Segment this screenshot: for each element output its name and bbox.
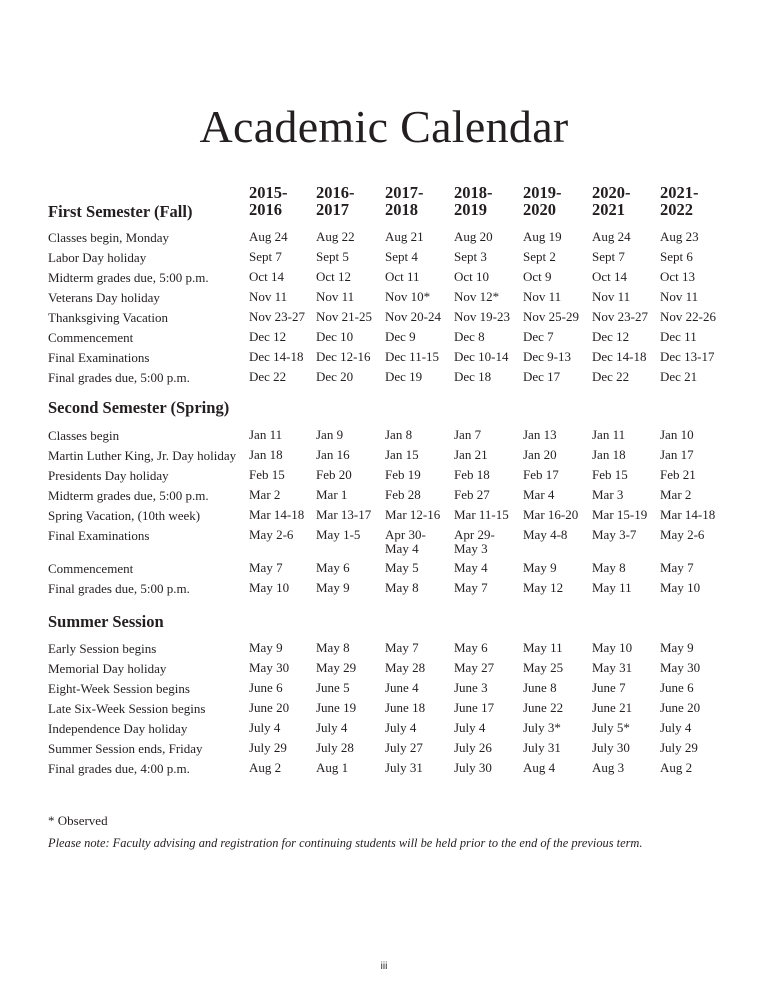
date-cell: May 12 (523, 580, 564, 595)
row-label: Presidents Day holiday (48, 468, 169, 483)
date-cell: May 4 (454, 560, 488, 575)
date-cell: Mar 2 (249, 487, 281, 502)
year-header: 2021- 2022 (660, 183, 699, 219)
date-cell: Jan 21 (454, 447, 488, 462)
date-cell: Aug 1 (316, 760, 349, 775)
date-cell: May 7 (385, 640, 419, 655)
row-label: Spring Vacation, (10th week) (48, 508, 201, 523)
date-cell: May 2-6 (660, 527, 705, 542)
date-cell: Sept 6 (660, 249, 693, 264)
date-cell: Feb 19 (385, 467, 421, 482)
date-cell: May 10 (249, 580, 290, 595)
row-label: Eight-Week Session begins (48, 681, 190, 696)
row-label: Veterans Day holiday (48, 290, 160, 305)
date-cell: June 4 (385, 680, 419, 695)
date-cell: Aug 19 (523, 229, 562, 244)
date-cell: Feb 15 (249, 467, 285, 482)
date-cell: Mar 2 (660, 487, 692, 502)
date-cell: Mar 15-19 (592, 507, 648, 522)
date-cell: Dec 11-15 (385, 349, 440, 364)
date-cell: July 5* (592, 720, 630, 735)
date-cell: May 9 (523, 560, 557, 575)
date-cell: Aug 23 (660, 229, 699, 244)
date-cell: July 4 (454, 720, 486, 735)
date-cell: May 9 (316, 580, 350, 595)
date-cell: July 31 (523, 740, 561, 755)
date-cell: Oct 9 (523, 269, 552, 284)
registration-note: Please note: Faculty advising and registration for continuing students will be held prior to the end of the previous term. (48, 836, 643, 850)
date-cell: Dec 17 (523, 369, 561, 384)
date-cell: Jan 15 (385, 447, 419, 462)
date-cell: Oct 14 (592, 269, 628, 284)
row-label: Midterm grades due, 5:00 p.m. (48, 270, 209, 285)
date-cell: July 28 (316, 740, 354, 755)
date-cell: May 7 (249, 560, 283, 575)
date-cell: Mar 13-17 (316, 507, 372, 522)
date-cell: May 8 (385, 580, 419, 595)
date-cell: Nov 10* (385, 289, 431, 304)
date-cell: Nov 11 (523, 289, 562, 304)
date-cell: July 31 (385, 760, 423, 775)
date-cell: Dec 11 (660, 329, 697, 344)
row-label: Final grades due, 5:00 p.m. (48, 581, 190, 596)
date-cell: Dec 20 (316, 369, 354, 384)
date-cell: Dec 14-18 (592, 349, 647, 364)
year-header: 2016- 2017 (316, 183, 355, 219)
year-header: 2017- 2018 (385, 183, 424, 219)
date-cell: Feb 28 (385, 487, 421, 502)
date-cell: May 9 (249, 640, 283, 655)
footnote: * Observed (48, 813, 108, 828)
date-cell: May 2-6 (249, 527, 294, 542)
row-label: Midterm grades due, 5:00 p.m. (48, 488, 209, 503)
date-cell: May 6 (454, 640, 488, 655)
date-cell: Jan 20 (523, 447, 557, 462)
date-cell: May 9 (660, 640, 694, 655)
date-cell: Sept 5 (316, 249, 349, 264)
date-cell: Nov 11 (249, 289, 288, 304)
row-label: Memorial Day holiday (48, 661, 167, 676)
section-title: First Semester (Fall) (48, 202, 193, 221)
row-label: Independence Day holiday (48, 721, 188, 736)
date-cell: Feb 15 (592, 467, 628, 482)
date-cell: Nov 23-27 (592, 309, 648, 324)
date-cell: Sept 7 (249, 249, 282, 264)
date-cell: June 19 (316, 700, 357, 715)
date-cell: May 8 (316, 640, 350, 655)
date-cell: Nov 25-29 (523, 309, 579, 324)
row-label: Classes begin (48, 428, 120, 443)
row-label: Final grades due, 4:00 p.m. (48, 761, 190, 776)
date-cell: Aug 2 (660, 760, 693, 775)
date-cell: May 1-5 (316, 527, 361, 542)
date-cell: May 5 (385, 560, 419, 575)
date-cell: Dec 9 (385, 329, 416, 344)
date-cell: July 30 (592, 740, 630, 755)
date-cell: June 18 (385, 700, 426, 715)
date-cell: Jan 18 (249, 447, 283, 462)
date-cell: July 3* (523, 720, 561, 735)
date-cell: Oct 11 (385, 269, 420, 284)
date-cell: Nov 12* (454, 289, 500, 304)
date-cell: Feb 20 (316, 467, 352, 482)
row-label: Thanksgiving Vacation (48, 310, 168, 325)
date-cell: June 17 (454, 700, 495, 715)
date-cell: Nov 20-24 (385, 309, 441, 324)
date-cell: May 11 (592, 580, 632, 595)
date-cell: Aug 21 (385, 229, 424, 244)
date-cell: May 11 (523, 640, 563, 655)
date-cell: July 4 (249, 720, 281, 735)
date-cell: Oct 13 (660, 269, 696, 284)
date-cell: Jan 9 (316, 427, 344, 442)
date-cell: Nov 19-23 (454, 309, 510, 324)
date-cell: Dec 10-14 (454, 349, 509, 364)
date-cell: July 30 (454, 760, 492, 775)
date-cell: Dec 7 (523, 329, 554, 344)
date-cell: July 4 (660, 720, 692, 735)
date-cell: Mar 4 (523, 487, 555, 502)
date-cell: Mar 14-18 (249, 507, 305, 522)
date-cell: Aug 2 (249, 760, 282, 775)
row-label: Summer Session ends, Friday (48, 741, 203, 756)
date-cell: Feb 21 (660, 467, 696, 482)
date-cell: May 10 (592, 640, 633, 655)
date-cell: Dec 9-13 (523, 349, 572, 364)
date-cell: Mar 16-20 (523, 507, 579, 522)
year-header: 2018- 2019 (454, 183, 493, 219)
date-cell: Dec 22 (249, 369, 287, 384)
date-cell: May 28 (385, 660, 426, 675)
date-cell: Aug 24 (592, 229, 631, 244)
row-label: Commencement (48, 330, 134, 345)
date-cell: Mar 14-18 (660, 507, 716, 522)
date-cell: Oct 14 (249, 269, 285, 284)
date-cell: Dec 19 (385, 369, 423, 384)
date-cell: Dec 12 (592, 329, 630, 344)
date-cell: Mar 1 (316, 487, 348, 502)
date-cell: June 6 (249, 680, 283, 695)
date-cell: Feb 18 (454, 467, 490, 482)
date-cell: Jan 18 (592, 447, 626, 462)
date-cell: Aug 24 (249, 229, 288, 244)
date-cell: May 29 (316, 660, 357, 675)
date-cell: Nov 23-27 (249, 309, 305, 324)
date-cell: Aug 22 (316, 229, 355, 244)
year-header: 2019- 2020 (523, 183, 562, 219)
date-cell: Feb 17 (523, 467, 559, 482)
date-cell: May 31 (592, 660, 633, 675)
date-cell: Aug 4 (523, 760, 556, 775)
date-cell: Jan 13 (523, 427, 557, 442)
date-cell: June 20 (249, 700, 290, 715)
date-cell: May 6 (316, 560, 350, 575)
date-cell: Apr 30- May 4 (385, 527, 426, 556)
date-cell: June 21 (592, 700, 633, 715)
date-cell: Mar 3 (592, 487, 624, 502)
date-cell: June 8 (523, 680, 557, 695)
row-label: Final Examinations (48, 528, 150, 543)
year-header: 2015- 2016 (249, 183, 288, 219)
date-cell: Oct 10 (454, 269, 490, 284)
page-number: iii (380, 961, 388, 972)
year-header: 2020- 2021 (592, 183, 631, 219)
date-cell: July 26 (454, 740, 492, 755)
section-title: Second Semester (Spring) (48, 398, 230, 417)
date-cell: Mar 12-16 (385, 507, 441, 522)
date-cell: July 4 (385, 720, 417, 735)
date-cell: July 29 (249, 740, 287, 755)
page-title: Academic Calendar (199, 101, 569, 152)
date-cell: Oct 12 (316, 269, 352, 284)
date-cell: Jan 10 (660, 427, 694, 442)
date-cell: Dec 18 (454, 369, 492, 384)
date-cell: Dec 13-17 (660, 349, 715, 364)
date-cell: Dec 10 (316, 329, 354, 344)
date-cell: Jan 16 (316, 447, 350, 462)
date-cell: May 25 (523, 660, 564, 675)
date-cell: May 3-7 (592, 527, 637, 542)
date-cell: Nov 11 (660, 289, 699, 304)
date-cell: May 10 (660, 580, 701, 595)
date-cell: May 4-8 (523, 527, 568, 542)
date-cell: Feb 27 (454, 487, 490, 502)
section-title: Summer Session (48, 612, 164, 631)
date-cell: Dec 22 (592, 369, 630, 384)
date-cell: June 20 (660, 700, 701, 715)
date-cell: Jan 11 (249, 427, 283, 442)
date-cell: July 27 (385, 740, 423, 755)
date-cell: Sept 2 (523, 249, 556, 264)
date-cell: Jan 7 (454, 427, 482, 442)
date-cell: Nov 11 (316, 289, 355, 304)
date-cell: May 30 (660, 660, 701, 675)
date-cell: May 27 (454, 660, 495, 675)
date-cell: Dec 14-18 (249, 349, 304, 364)
date-cell: Dec 12 (249, 329, 287, 344)
date-cell: June 3 (454, 680, 488, 695)
date-cell: July 29 (660, 740, 698, 755)
date-cell: Nov 22-26 (660, 309, 716, 324)
row-label: Final grades due, 5:00 p.m. (48, 370, 190, 385)
date-cell: Mar 11-15 (454, 507, 509, 522)
date-cell: June 7 (592, 680, 626, 695)
row-label: Late Six-Week Session begins (48, 701, 206, 716)
date-cell: Aug 3 (592, 760, 625, 775)
date-cell: May 7 (454, 580, 488, 595)
date-cell: Dec 12-16 (316, 349, 371, 364)
date-cell: Sept 7 (592, 249, 625, 264)
date-cell: Nov 21-25 (316, 309, 372, 324)
date-cell: Sept 4 (385, 249, 418, 264)
row-label: Labor Day holiday (48, 250, 147, 265)
date-cell: June 5 (316, 680, 350, 695)
row-label: Early Session begins (48, 641, 157, 656)
date-cell: July 4 (316, 720, 348, 735)
date-cell: May 30 (249, 660, 290, 675)
date-cell: June 6 (660, 680, 694, 695)
date-cell: Dec 21 (660, 369, 698, 384)
date-cell: May 7 (660, 560, 694, 575)
row-label: Commencement (48, 561, 134, 576)
date-cell: Sept 3 (454, 249, 487, 264)
date-cell: Jan 8 (385, 427, 413, 442)
date-cell: Nov 11 (592, 289, 631, 304)
date-cell: Jan 17 (660, 447, 694, 462)
date-cell: May 8 (592, 560, 626, 575)
date-cell: June 22 (523, 700, 564, 715)
row-label: Classes begin, Monday (48, 230, 169, 245)
date-cell: Apr 29- May 3 (454, 527, 495, 556)
row-label: Martin Luther King, Jr. Day holiday (48, 448, 237, 463)
row-label: Final Examinations (48, 350, 150, 365)
date-cell: Dec 8 (454, 329, 485, 344)
date-cell: Aug 20 (454, 229, 493, 244)
date-cell: Jan 11 (592, 427, 626, 442)
